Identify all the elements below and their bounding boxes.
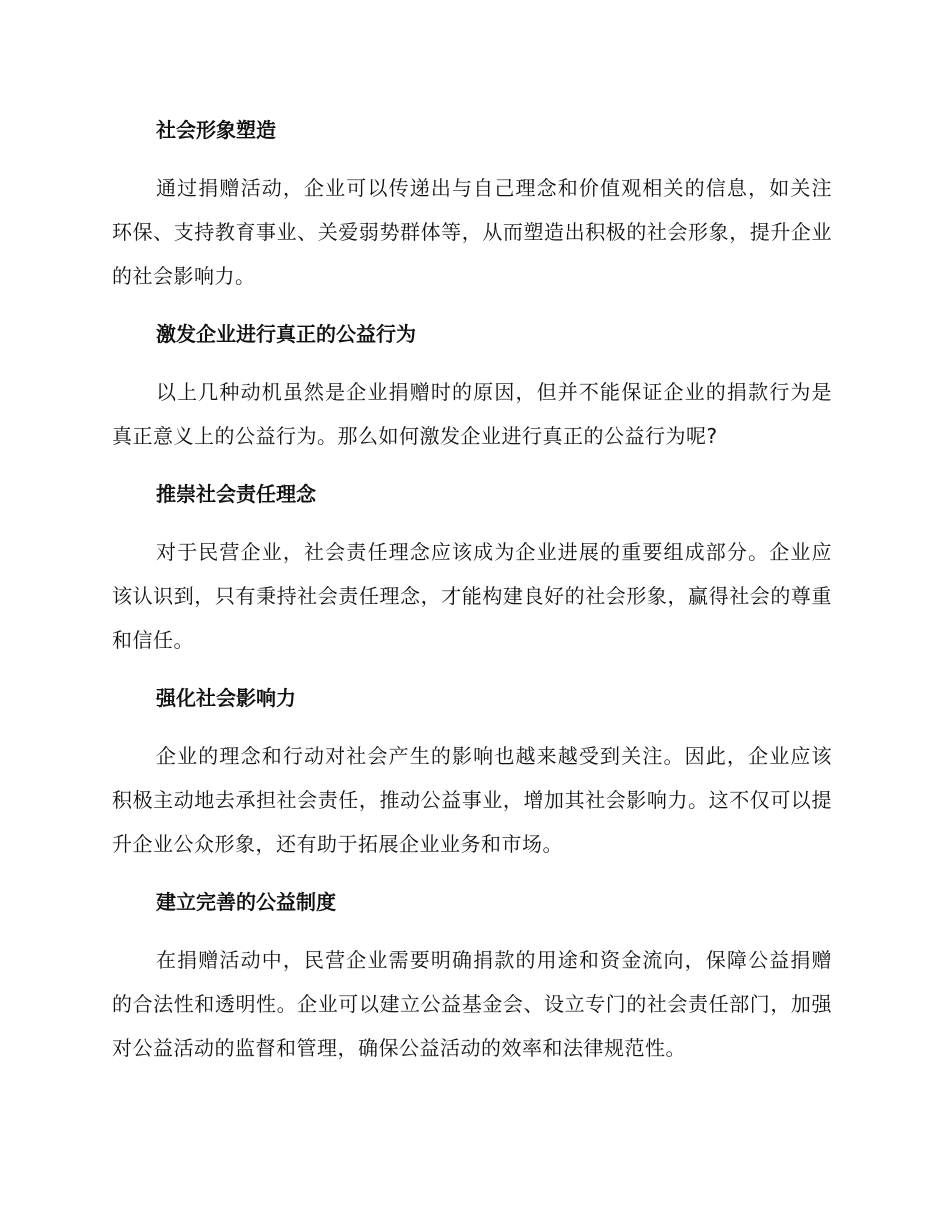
section-paragraph: 在捐赠活动中，民营企业需要明确捐款的用途和资金流向，保障公益捐赠的合法性和透明性。企业可以建立公益基金会、设立专门的社会责任部门，加强对公益活动的监督和管理，确保公益活动的效率和法律规范性。 [112,948,832,1060]
section-genuine-charity [112,312,832,458]
section-heading: 社会形象塑造 [156,118,276,142]
section-heading: 激发企业进行真正的公益行为 [156,322,416,346]
section-paragraph: 以上几种动机虽然是企业捐赠时的原因，但并不能保证企业的捐款行为是真正意义上的公益行为。那么如何激发企业进行真正的公益行为呢? [112,380,832,448]
section-social-responsibility [112,472,832,662]
section-social-image [112,108,832,298]
section-paragraph: 对于民营企业，社会责任理念应该成为企业进展的重要组成部分。企业应该认识到，只有秉持社会责任理念，才能构建良好的社会形象，赢得社会的尊重和信任。 [112,540,832,652]
section-paragraph: 通过捐赠活动，企业可以传递出与自己理念和价值观相关的信息，如关注环保、支持教育事业、关爱弱势群体等，从而塑造出积极的社会形象，提升企业的社会影响力。 [112,176,832,288]
section-charity-system [112,880,832,1070]
section-social-influence [112,676,832,866]
section-heading: 建立完善的公益制度 [156,890,336,914]
section-heading: 强化社会影响力 [156,686,296,710]
document-content [112,108,832,1084]
section-paragraph: 企业的理念和行动对社会产生的影响也越来越受到关注。因此，企业应该积极主动地去承担社会责任，推动公益事业，增加其社会影响力。这不仅可以提升企业公众形象，还有助于拓展企业业务和市场。 [112,744,832,856]
section-heading: 推崇社会责任理念 [156,482,316,506]
